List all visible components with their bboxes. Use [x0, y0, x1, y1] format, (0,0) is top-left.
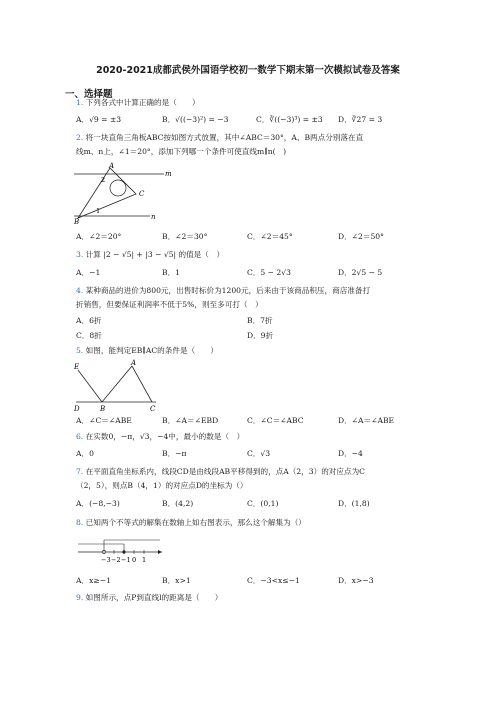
- q2-angle-1: 1: [96, 207, 101, 215]
- q8-number: 8.: [76, 518, 84, 527]
- q6-option-b: B．−π: [162, 449, 187, 458]
- q7-option-d: D．(1,8): [338, 499, 370, 508]
- q2-number: 2.: [76, 133, 84, 142]
- q2-option-a: A．∠2＝20°: [76, 232, 122, 241]
- q7-stem-line1: [76, 467, 365, 477]
- q6-option-c: C．√3: [247, 449, 271, 458]
- q2-text2: 线m、n上，∠1＝20°，添加下列哪一个条件可使直线m∥n( ): [76, 147, 287, 156]
- q8-text: 已知两个不等式的解集在数轴上如右图表示，那么这个解集为（）: [85, 518, 306, 527]
- q8-tick-neg2: −2: [111, 556, 121, 564]
- q4-option-c: C．8折: [76, 331, 102, 340]
- q4-option-d: D．9折: [247, 331, 274, 340]
- q6-number: 6.: [76, 432, 84, 441]
- q5-stem: [76, 346, 218, 356]
- q2-label-a: A: [109, 162, 115, 170]
- q8-option-b: B．x>1: [162, 576, 191, 585]
- q2-label-b: B: [74, 218, 80, 224]
- q5-figure: [72, 358, 164, 414]
- q9-number: 9.: [76, 593, 84, 602]
- q3-stem: [76, 250, 224, 260]
- q2-angle-2: 2: [101, 176, 106, 184]
- q5-label-d: D: [74, 405, 80, 413]
- q8-stem: [76, 518, 306, 528]
- q2-option-d: D．∠2＝50°: [338, 232, 384, 241]
- section-heading: 一、选择题: [65, 89, 113, 100]
- q5-label-b: B: [100, 405, 106, 413]
- q5-label-a: A: [131, 359, 137, 367]
- q8-tick-0: 0: [132, 556, 137, 564]
- q5-option-c: C．∠C＝∠ABC: [247, 416, 304, 425]
- q4-option-a: A．6折: [76, 316, 102, 325]
- q8-tick-neg3: −3: [101, 556, 111, 564]
- q5-option-a: A．∠C＝∠ABE: [76, 416, 132, 425]
- q8-number-line: [76, 532, 166, 564]
- q1-number: 1.: [76, 98, 84, 107]
- q7-text1: 在平面直角坐标系内，线段CD是由线段AB平移得到的，点A（2，3）的对应点为C: [85, 467, 365, 476]
- q6-stem: [76, 432, 244, 442]
- q1-option-c: C．∛((−3)³) = ±3: [256, 115, 323, 124]
- q1-stem: [76, 98, 200, 108]
- q6-option-d: D．−4: [338, 449, 363, 458]
- q2-label-m: m: [165, 170, 172, 178]
- q2-option-c: C．∠2＝45°: [247, 232, 293, 241]
- q3-option-b: B．1: [162, 268, 181, 277]
- q5-option-d: D．∠A＝∠ABE: [338, 416, 395, 425]
- q3-option-d: D．2√5 − 5: [338, 268, 383, 277]
- q9-stem: [76, 593, 222, 603]
- q7-option-a: A．(−8,−3): [76, 499, 120, 508]
- q3-number: 3.: [76, 250, 84, 259]
- page-title: 2020-2021成都武侯外国语学校初一数学下期末第一次模拟试卷及答案: [96, 65, 400, 76]
- q3-text: 计算 |2 − √5| + |3 − √5| 的值是（ ）: [85, 250, 225, 259]
- q8-option-d: D．x>−3: [338, 576, 374, 585]
- q4-text1: 某种商品的进价为800元，出售时标价为1200元，后来由于该商品积压，商店准备打: [85, 286, 371, 295]
- q5-label-e: E: [74, 363, 80, 371]
- q5-option-b: B．∠A＝∠EBD: [162, 416, 219, 425]
- q4-text2: 折销售，但要保证利润率不低于5%，则至多可打（ ）: [76, 300, 263, 309]
- q4-stem-line1: [76, 286, 370, 296]
- q8-tick-1: 1: [142, 556, 147, 564]
- q2-stem-line1: [76, 133, 363, 143]
- q2-label-c: C: [139, 190, 145, 198]
- q1-option-b: B．√((−3)²) = −3: [162, 115, 229, 124]
- q1-option-a: A．√9 = ±3: [76, 115, 122, 124]
- q8-option-c: C．−3<x≤−1: [247, 576, 300, 585]
- q1-text: 下列各式中计算正确的是（ ）: [85, 98, 200, 107]
- q4-number: 4.: [76, 286, 84, 295]
- q2-text1: 将一块直角三角板ABC按如图方式放置，其中∠ABC＝30°，A、B两点分别落在直: [85, 133, 364, 142]
- q2-label-n: n: [151, 213, 156, 221]
- q2-figure: [72, 162, 182, 224]
- q8-tick-neg1: −1: [121, 556, 131, 564]
- q6-text: 在实数0，−π，√3，−4中，最小的数是（ ）: [85, 432, 245, 441]
- q3-option-c: C．5 − 2√3: [247, 268, 291, 277]
- q3-option-a: A．−1: [76, 268, 101, 277]
- q2-option-b: B．∠2＝30°: [162, 232, 208, 241]
- q8-option-a: A．x≥−1: [76, 576, 111, 585]
- q1-option-d: D．∛27 = 3: [338, 115, 383, 124]
- q5-label-c: C: [150, 405, 156, 413]
- q6-option-a: A．0: [76, 449, 94, 458]
- q7-option-b: B．(4,2): [162, 499, 194, 508]
- q5-number: 5.: [76, 346, 84, 355]
- q4-option-b: B．7折: [247, 316, 273, 325]
- q7-option-c: C．(0,1): [247, 499, 279, 508]
- q5-text: 如图，能判定EB∥AC的条件是（ ）: [85, 346, 218, 355]
- q7-text2: （2，5），则点B（4，1）的对应点D的坐标为（）: [76, 481, 248, 490]
- q9-text: 如图所示，点P到直线l的距离是（ ）: [85, 593, 223, 602]
- q7-number: 7.: [76, 467, 84, 476]
